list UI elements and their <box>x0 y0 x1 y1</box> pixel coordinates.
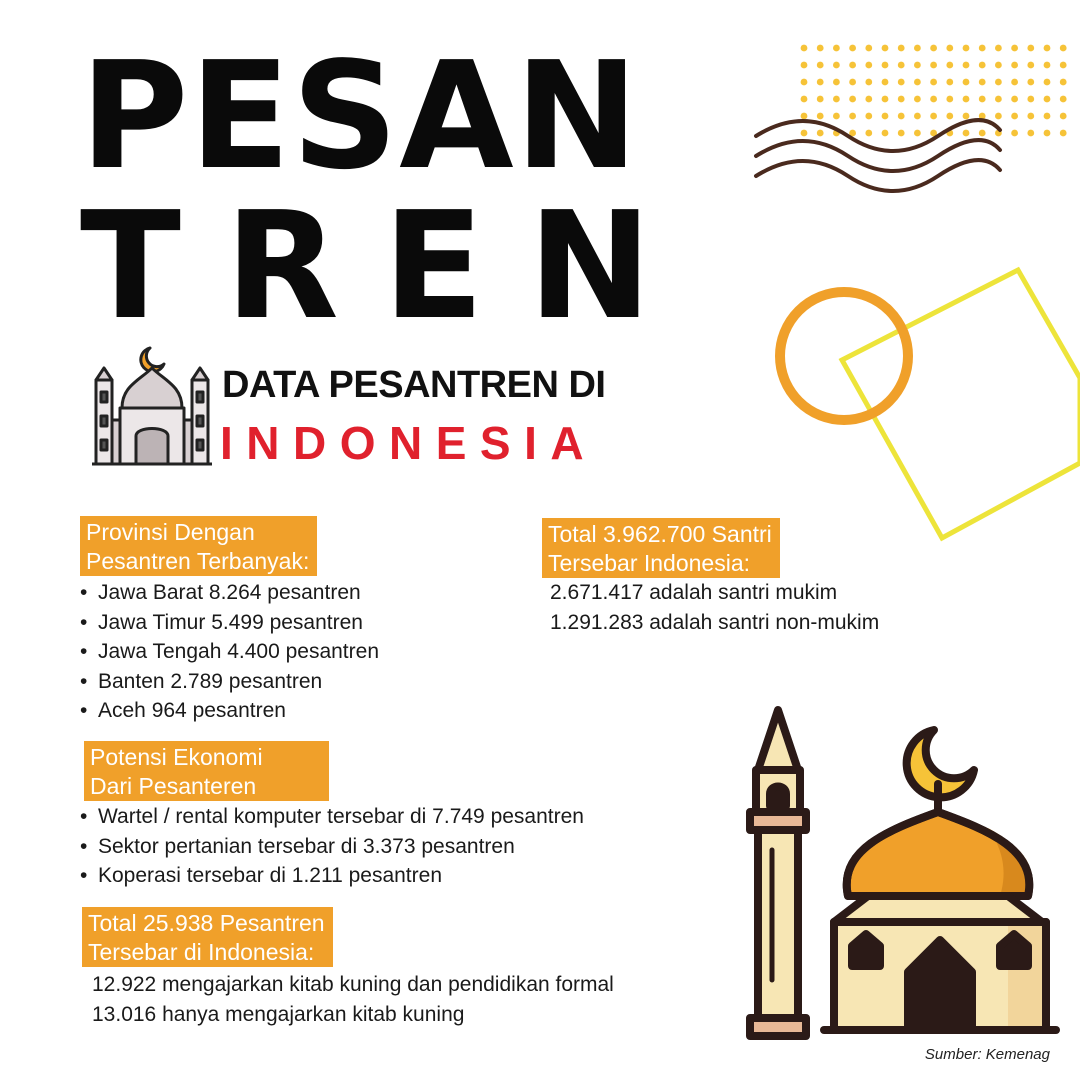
decor-dot <box>882 45 889 52</box>
decor-dot <box>882 62 889 69</box>
total-lines <box>92 970 614 1029</box>
provinces-heading <box>80 516 317 576</box>
list-item: • Jawa Timur 5.499 pesantren <box>80 608 379 638</box>
total-heading <box>82 907 333 967</box>
economy-heading-line-2: Dari Pesanteren <box>90 773 257 799</box>
decor-dot <box>817 79 824 86</box>
decor-dot <box>1044 45 1051 52</box>
decor-dot <box>1027 45 1034 52</box>
decor-dot <box>930 45 937 52</box>
decor-dot <box>833 96 840 103</box>
list-item: • Wartel / rental komputer tersebar di 7.749 pesantren <box>80 802 584 832</box>
economy-list <box>80 802 584 891</box>
decor-dot <box>849 45 856 52</box>
decor-dot <box>849 96 856 103</box>
decor-dot <box>979 45 986 52</box>
decor-dot <box>946 79 953 86</box>
decor-dot <box>1060 96 1067 103</box>
mosque-large-icon <box>738 700 1060 1040</box>
decor-dot <box>1011 45 1018 52</box>
decor-dot <box>865 62 872 69</box>
total-line: 12.922 mengajarkan kitab kuning dan pendidikan formal <box>92 973 614 996</box>
decor-dot <box>1060 45 1067 52</box>
mosque-small-icon <box>90 340 215 470</box>
source-credit: Sumber: Kemenag <box>924 1046 1050 1063</box>
decor-dot <box>849 79 856 86</box>
total-heading-line-1: Total 25.938 Pesantren <box>88 910 325 936</box>
decor-dot <box>946 96 953 103</box>
decor-dot <box>930 96 937 103</box>
decor-dot <box>865 79 872 86</box>
decor-dot <box>979 79 986 86</box>
total-line: 13.016 hanya mengajarkan kitab kuning <box>92 1002 465 1026</box>
decor-dot <box>963 79 970 86</box>
decor-dot <box>914 62 921 69</box>
decor-dot <box>1011 113 1018 120</box>
decor-dot <box>914 45 921 52</box>
santri-line: 1.291.283 adalah santri non-mukim <box>550 610 880 634</box>
decor-dot <box>995 45 1002 52</box>
decor-dot <box>1044 96 1051 103</box>
decor-dot <box>995 62 1002 69</box>
decor-dot <box>801 45 808 52</box>
decor-dot <box>914 96 921 103</box>
decor-dot <box>865 96 872 103</box>
wave-lines-decoration <box>748 112 1008 202</box>
decor-dot <box>849 62 856 69</box>
santri-line: 2.671.417 adalah santri mukim <box>550 581 838 604</box>
decor-dot <box>1060 62 1067 69</box>
decor-dot <box>1027 96 1034 103</box>
provinces-heading-line-1: Provinsi Dengan <box>86 519 255 545</box>
decor-dot <box>979 96 986 103</box>
decor-dot <box>833 79 840 86</box>
decor-dot <box>882 96 889 103</box>
subtitle-line-1: DATA PESANTREN DI <box>222 364 606 406</box>
decor-dot <box>963 62 970 69</box>
santri-lines <box>550 578 879 637</box>
title-line-1: PESAN <box>80 30 640 202</box>
list-item: • Jawa Barat 8.264 pesantren <box>80 578 379 608</box>
decor-dot <box>801 62 808 69</box>
subtitle-line-2: INDONESIA <box>220 417 598 469</box>
decor-dot <box>898 96 905 103</box>
decor-dot <box>898 79 905 86</box>
decor-dot <box>1011 62 1018 69</box>
list-item: • Sektor pertanian tersebar di 3.373 pesantren <box>80 832 584 862</box>
decor-dot <box>1060 130 1067 137</box>
santri-heading-line-2: Tersebar Indonesia: <box>548 550 751 576</box>
decor-dot <box>833 45 840 52</box>
decor-dot <box>963 45 970 52</box>
decor-dot <box>817 96 824 103</box>
decor-dot <box>1027 113 1034 120</box>
decor-dot <box>930 79 937 86</box>
decor-dot <box>1027 62 1034 69</box>
decor-dot <box>833 62 840 69</box>
santri-heading <box>542 518 780 578</box>
provinces-heading-line-2: Pesantren Terbanyak: <box>86 548 310 574</box>
circle-decoration <box>770 282 920 432</box>
decor-dot <box>817 45 824 52</box>
decor-dot <box>817 62 824 69</box>
decor-dot <box>882 79 889 86</box>
decor-dot <box>995 79 1002 86</box>
decor-dot <box>1027 79 1034 86</box>
decor-dot <box>898 62 905 69</box>
economy-heading <box>84 741 329 801</box>
decor-dot <box>1044 62 1051 69</box>
list-item: • Banten 2.789 pesantren <box>80 667 379 697</box>
decor-dot <box>1060 79 1067 86</box>
decor-dot <box>1027 130 1034 137</box>
decor-dot <box>1011 130 1018 137</box>
list-item: • Jawa Tengah 4.400 pesantren <box>80 637 379 667</box>
decor-dot <box>1044 79 1051 86</box>
decor-dot <box>1044 130 1051 137</box>
decor-dot <box>1044 113 1051 120</box>
decor-dot <box>865 45 872 52</box>
decor-dot <box>979 62 986 69</box>
list-item: • Aceh 964 pesantren <box>80 696 379 726</box>
santri-heading-line-1: Total 3.962.700 Santri <box>548 521 772 547</box>
decor-dot <box>946 45 953 52</box>
title-line-2: TREN <box>80 180 696 352</box>
provinces-list <box>80 578 379 726</box>
decor-dot <box>1060 113 1067 120</box>
decor-dot <box>1011 96 1018 103</box>
decor-dot <box>946 62 953 69</box>
decor-dot <box>914 79 921 86</box>
decor-dot <box>801 96 808 103</box>
decor-dot <box>898 45 905 52</box>
decor-dot <box>1011 79 1018 86</box>
economy-heading-line-1: Potensi Ekonomi <box>90 744 263 770</box>
decor-dot <box>801 79 808 86</box>
decor-dot <box>995 96 1002 103</box>
total-heading-line-2: Tersebar di Indonesia: <box>88 939 315 965</box>
list-item: • Koperasi tersebar di 1.211 pesantren <box>80 861 584 891</box>
decor-dot <box>963 96 970 103</box>
decor-dot <box>930 62 937 69</box>
